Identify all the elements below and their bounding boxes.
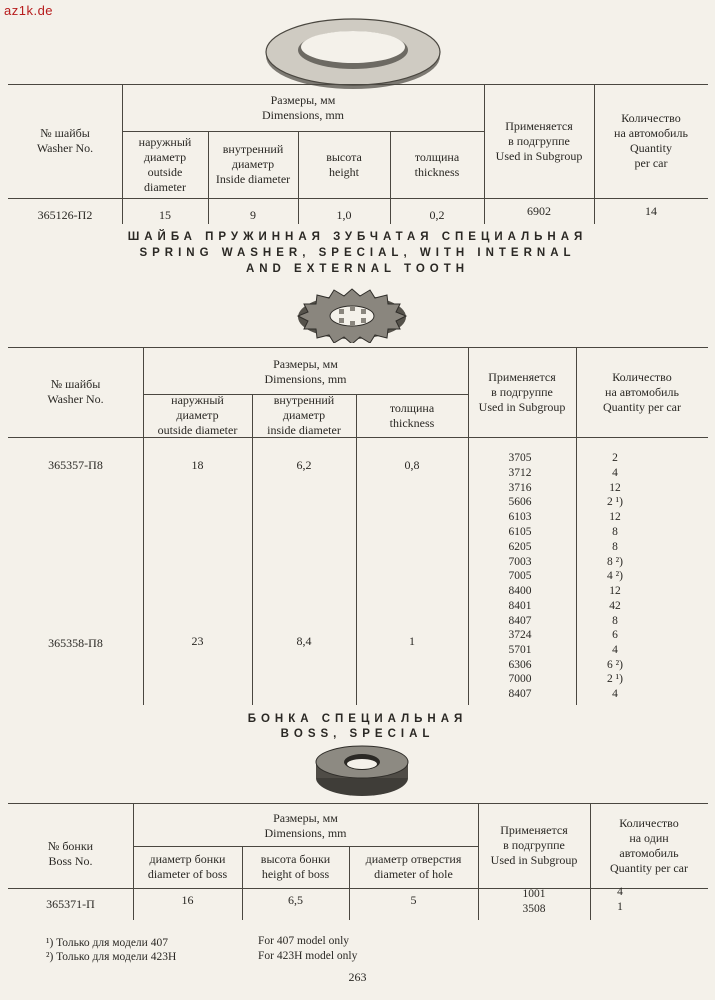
list-item: 4 — [612, 643, 618, 656]
washer-number: 365357-П8 — [48, 458, 103, 472]
quantity-list — [590, 628, 640, 702]
header-washer-no: № шайбы Washer No. — [47, 377, 104, 406]
list-item: 4 — [617, 886, 623, 898]
list-item: 6205 — [508, 540, 532, 553]
header-dimensions: Размеры, мм Dimensions, mm — [264, 811, 347, 840]
outside-diameter-value: 18 — [191, 458, 204, 472]
list-item: 12 — [609, 511, 621, 524]
list-item: 8407 — [508, 614, 532, 627]
header-dimensions: Размеры, мм Dimensions, mm — [264, 357, 347, 386]
outside-diameter-value: 23 — [191, 634, 204, 648]
footnote-1-en: For 407 model only — [258, 935, 350, 947]
list-item: 6 — [612, 629, 618, 641]
boss-illustration — [310, 742, 414, 800]
header-subgroup: Применяется в подгруппе Used in Subgroup — [490, 823, 578, 867]
inside-diameter-value: 8,4 — [296, 634, 312, 648]
list-item: 2 ¹) — [607, 496, 623, 509]
section-title-en: SPRING WASHER, SPECIAL, WITH INTERNAL — [139, 247, 576, 259]
outside-diameter-value: 15 — [159, 208, 171, 222]
header-height: высота height — [326, 149, 362, 179]
list-item: 6103 — [508, 511, 532, 524]
thickness-value: 0,2 — [429, 208, 445, 222]
header-hole-diameter: диаметр отверстия diameter of hole — [365, 852, 462, 881]
footnote-2-ru: ²) Только для модели 423Н — [46, 951, 177, 963]
subgroup-list — [470, 451, 570, 629]
list-item: 2 ¹) — [607, 673, 623, 686]
thickness-value: 0,8 — [404, 458, 420, 472]
list-item: 6306 — [508, 658, 532, 671]
header-outside-diameter: наружный диаметр outside diameter — [138, 134, 192, 194]
toothed-washer-illustration — [292, 283, 412, 343]
section-title-en-2: AND EXTERNAL TOOTH — [245, 263, 470, 275]
list-item: 42 — [609, 599, 621, 612]
header-subgroup: Применяется в подгруппе Used in Subgroup — [478, 369, 566, 414]
list-item: 3716 — [508, 481, 532, 494]
list-item: 3705 — [508, 452, 532, 464]
header-thickness: толщина thickness — [414, 149, 460, 179]
list-item: 8 — [612, 614, 618, 627]
header-boss-diameter: диаметр бонки diameter of boss — [147, 852, 228, 881]
subgroup-value: 6902 — [527, 204, 551, 218]
list-item: 7000 — [508, 673, 532, 686]
list-item: 3724 — [508, 629, 532, 641]
washer-number: 365358-П8 — [48, 636, 103, 650]
quantity-list — [590, 451, 640, 629]
header-quantity: Количество на автомобиль Quantity per car — [603, 369, 681, 414]
list-item: 8 — [612, 525, 618, 538]
footnote-2-en: For 423H model only — [258, 950, 358, 962]
list-item: 8 — [612, 540, 618, 553]
list-item: 4 ²) — [607, 570, 623, 583]
list-item: 12 — [609, 481, 621, 494]
inside-diameter-value: 9 — [250, 208, 256, 222]
header-quantity: Количество на автомобиль Quantity per car — [614, 111, 688, 170]
header-inside-diameter: внутренний диаметр Inside diameter — [215, 142, 291, 186]
header-subgroup: Применяется в подгруппе Used in Subgroup — [495, 118, 583, 163]
page-number: 263 — [348, 970, 367, 984]
boss-diameter-value: 16 — [181, 893, 194, 907]
list-item: 3712 — [508, 466, 532, 479]
list-item: 6105 — [508, 525, 532, 538]
hole-diameter-value: 5 — [410, 893, 417, 907]
site-label: az1k.de — [4, 3, 54, 18]
list-item: 8400 — [508, 585, 532, 598]
boss-number: 365371-П — [46, 897, 95, 911]
subgroup-list — [478, 887, 590, 917]
header-inside-diameter: внутренний диаметр inside diameter — [267, 393, 341, 437]
list-item: 4 — [612, 466, 618, 479]
subgroup-list — [470, 628, 570, 702]
washer-number: 365126-П2 — [37, 208, 93, 222]
list-item: 5606 — [508, 496, 532, 509]
footnote-1-ru: ¹) Только для модели 407 — [46, 937, 168, 949]
list-item: 1 — [617, 900, 623, 913]
section-title-ru: ШАЙБА ПРУЖИННАЯ ЗУБЧАТАЯ СПЕЦИАЛЬНАЯ — [127, 231, 588, 243]
list-item: 12 — [609, 585, 621, 598]
list-item: 7003 — [508, 555, 532, 568]
section-title-ru: БОНКА СПЕЦИАЛЬНАЯ — [247, 713, 468, 725]
list-item: 5701 — [508, 643, 532, 656]
list-item: 3508 — [522, 902, 546, 915]
list-item: 1001 — [522, 888, 546, 900]
inside-diameter-value: 6,2 — [296, 458, 312, 472]
header-outside-diameter: наружный диаметр outside diameter — [157, 393, 238, 437]
header-washer-no: № шайбы Washer No. — [36, 126, 94, 155]
thickness-value: 1 — [409, 634, 415, 648]
height-value: 1,0 — [336, 208, 352, 222]
list-item: 7005 — [508, 570, 532, 583]
header-boss-no: № бонки Boss No. — [47, 839, 94, 868]
list-item: 8401 — [508, 599, 532, 612]
quantity-value: 14 — [645, 204, 657, 218]
section-title-en: BOSS, SPECIAL — [280, 728, 435, 740]
boss-height-value: 6,5 — [288, 893, 303, 907]
quantity-list — [590, 885, 650, 915]
header-dimensions: Размеры, мм Dimensions, mm — [261, 93, 344, 122]
header-boss-height: высота бонки height of boss — [260, 852, 331, 881]
list-item: 6 ²) — [607, 658, 623, 671]
list-item: 4 — [612, 688, 618, 701]
list-item: 8 ²) — [607, 555, 623, 568]
header-quantity: Количество на один автомобиль Quantity per car — [610, 815, 688, 875]
header-thickness: толщина thickness — [389, 400, 435, 430]
list-item: 2 — [612, 452, 618, 464]
list-item: 8407 — [508, 688, 532, 701]
